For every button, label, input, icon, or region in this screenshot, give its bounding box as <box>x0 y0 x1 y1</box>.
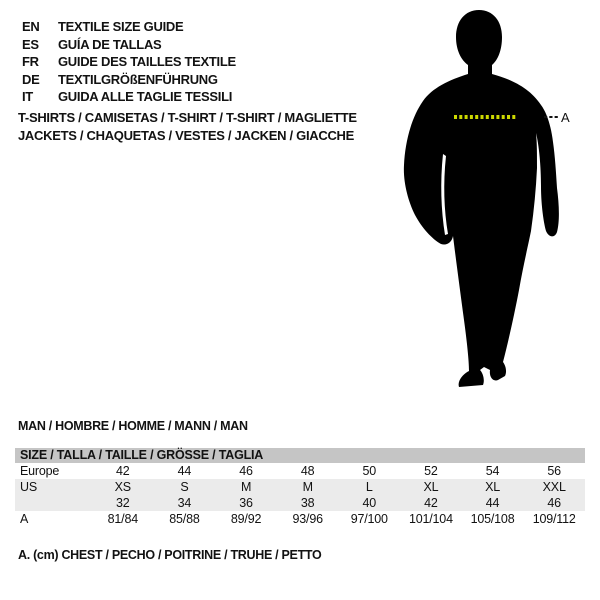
size-cell: 89/92 <box>230 512 262 526</box>
row-label: US <box>20 480 37 494</box>
size-cell: M <box>240 480 252 494</box>
size-cell: 36 <box>239 496 253 510</box>
size-cell: 101/104 <box>409 512 453 526</box>
size-cell: 85/88 <box>169 512 200 526</box>
size-cell: XS <box>114 480 131 494</box>
size-cell: S <box>180 480 189 494</box>
language-label: GUIDE DES TAILLES TEXTILE <box>58 54 236 69</box>
man-silhouette-figure <box>398 4 573 396</box>
size-table <box>15 448 585 527</box>
size-cell: 44 <box>485 496 500 510</box>
language-label: GUÍA DE TALLAS <box>58 36 162 52</box>
language-code: IT <box>22 89 33 104</box>
size-cell: 42 <box>116 464 130 478</box>
size-cell: 32 <box>116 496 130 510</box>
size-cell: 97/100 <box>350 512 388 526</box>
man-silhouette <box>404 10 559 387</box>
size-cell: 40 <box>362 496 377 510</box>
size-cell: XL <box>485 480 500 494</box>
size-cell: 44 <box>177 464 192 478</box>
size-cell: 81/84 <box>107 512 138 526</box>
language-label: TEXTILE SIZE GUIDE <box>58 19 184 34</box>
size-cell: 109/112 <box>532 512 576 526</box>
measure-label-a: A <box>561 110 570 125</box>
size-cell: 105/108 <box>470 512 515 526</box>
size-cell: 42 <box>424 496 438 510</box>
section-title-man: MAN / HOMBRE / HOMME / MANN / MAN <box>18 419 248 433</box>
language-code: FR <box>22 54 39 69</box>
table-row-europe <box>15 463 585 479</box>
language-row <box>22 36 236 54</box>
size-cell: M <box>302 480 313 494</box>
language-code: EN <box>22 19 40 34</box>
language-list <box>22 18 236 106</box>
size-cell: 54 <box>485 464 500 478</box>
size-cell: 38 <box>300 496 315 510</box>
size-cell: 34 <box>177 496 192 510</box>
category-list <box>18 109 357 144</box>
language-row <box>22 18 236 36</box>
table-row-chest-cm <box>15 511 585 527</box>
row-label: A <box>20 512 29 526</box>
category-line-jackets: JACKETS / CHAQUETAS / VESTES / JACKEN / GIACCHE <box>18 127 354 143</box>
size-cell: 93/96 <box>292 512 323 526</box>
language-code: ES <box>22 36 39 52</box>
language-code: DE <box>22 71 40 87</box>
size-cell: XL <box>423 480 439 494</box>
size-cell: XXL <box>542 480 566 494</box>
category-line-tshirts: T-SHIRTS / CAMISETAS / T-SHIRT / T-SHIRT / MAGLIETTE <box>18 110 357 125</box>
row-label: Europe <box>20 464 60 478</box>
table-row-us <box>15 479 585 495</box>
size-cell: L <box>365 480 373 494</box>
size-cell: 50 <box>362 464 377 478</box>
language-row <box>22 53 236 71</box>
footnote-chest: A. (cm) CHEST / PECHO / POITRINE / TRUHE / PETTO <box>18 548 322 562</box>
language-label: GUIDA ALLE TAGLIE TESSILI <box>58 89 233 104</box>
language-row <box>22 88 236 106</box>
size-cell: 56 <box>547 464 561 478</box>
size-cell: 46 <box>547 496 561 510</box>
language-label: TEXTILGRÖßENFÜHRUNG <box>58 71 218 87</box>
size-cell: 46 <box>239 464 253 478</box>
table-row-secondary-sizes <box>15 495 585 511</box>
size-table-header: SIZE / TALLA / TAILLE / GRÖSSE / TAGLIA <box>15 448 585 463</box>
language-row <box>22 71 236 89</box>
size-cell: 48 <box>300 464 315 478</box>
size-cell: 52 <box>424 464 438 478</box>
